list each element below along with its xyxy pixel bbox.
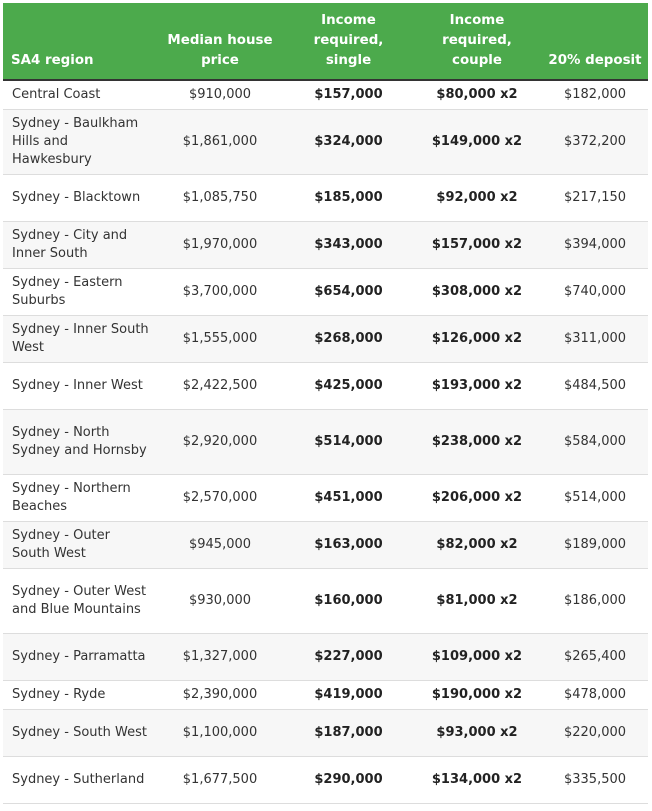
- table-row: [3, 680, 648, 709]
- cell-deposit: $335,500: [542, 756, 648, 803]
- cell-region: Sydney - Northern Beaches: [3, 474, 155, 521]
- cell-median: $2,422,500: [155, 362, 285, 409]
- cell-income-single: $324,000: [285, 109, 412, 174]
- cell-median: $2,390,000: [155, 680, 285, 709]
- cell-median: $1,861,000: [155, 109, 285, 174]
- housing-affordability-table: [3, 3, 648, 804]
- cell-median: $910,000: [155, 80, 285, 109]
- header-median-house-price: Median house price: [155, 3, 285, 80]
- cell-median: $2,570,000: [155, 474, 285, 521]
- table-header: [3, 3, 648, 80]
- cell-deposit: $311,000: [542, 315, 648, 362]
- cell-region: Sydney - City and Inner South: [3, 221, 155, 268]
- cell-income-single: $343,000: [285, 221, 412, 268]
- table-row: [3, 568, 648, 633]
- cell-region: Sydney - Blacktown: [3, 174, 155, 221]
- cell-deposit: $217,150: [542, 174, 648, 221]
- cell-income-couple: $92,000 x2: [412, 174, 542, 221]
- cell-region: Sydney - North Sydney and Hornsby: [3, 409, 155, 474]
- table-row: [3, 268, 648, 315]
- table-row: [3, 362, 648, 409]
- cell-median: $1,677,500: [155, 756, 285, 803]
- cell-median: $1,555,000: [155, 315, 285, 362]
- cell-median: $1,100,000: [155, 709, 285, 756]
- cell-median: $1,327,000: [155, 633, 285, 680]
- header-income-couple: Income required, couple: [412, 3, 542, 80]
- cell-income-couple: $80,000 x2: [412, 80, 542, 109]
- cell-income-single: $514,000: [285, 409, 412, 474]
- cell-deposit: $394,000: [542, 221, 648, 268]
- cell-income-single: $157,000: [285, 80, 412, 109]
- cell-income-couple: $82,000 x2: [412, 521, 542, 568]
- cell-deposit: $189,000: [542, 521, 648, 568]
- header-income-single: Income required, single: [285, 3, 412, 80]
- cell-region: Sydney - Sutherland: [3, 756, 155, 803]
- cell-deposit: $484,500: [542, 362, 648, 409]
- cell-income-single: $163,000: [285, 521, 412, 568]
- cell-deposit: $372,200: [542, 109, 648, 174]
- table-row: [3, 756, 648, 803]
- cell-deposit: $514,000: [542, 474, 648, 521]
- cell-median: $930,000: [155, 568, 285, 633]
- cell-deposit: $182,000: [542, 80, 648, 109]
- cell-income-single: $290,000: [285, 756, 412, 803]
- table-container: [3, 3, 648, 804]
- cell-income-couple: $126,000 x2: [412, 315, 542, 362]
- cell-deposit: $478,000: [542, 680, 648, 709]
- cell-deposit: $740,000: [542, 268, 648, 315]
- table-row: [3, 174, 648, 221]
- cell-region: Sydney - Inner South West: [3, 315, 155, 362]
- cell-income-single: $268,000: [285, 315, 412, 362]
- cell-income-couple: $193,000 x2: [412, 362, 542, 409]
- cell-region: Sydney - Baulkham Hills and Hawkesbury: [3, 109, 155, 174]
- cell-income-couple: $206,000 x2: [412, 474, 542, 521]
- table-row: [3, 474, 648, 521]
- table-row: [3, 221, 648, 268]
- cell-region: Sydney - Ryde: [3, 680, 155, 709]
- cell-income-single: $187,000: [285, 709, 412, 756]
- cell-median: $3,700,000: [155, 268, 285, 315]
- cell-region: Sydney - Inner West: [3, 362, 155, 409]
- cell-region: Sydney - South West: [3, 709, 155, 756]
- cell-income-couple: $308,000 x2: [412, 268, 542, 315]
- cell-income-single: $185,000: [285, 174, 412, 221]
- cell-income-single: $419,000: [285, 680, 412, 709]
- table-row: [3, 315, 648, 362]
- cell-income-single: $227,000: [285, 633, 412, 680]
- header-row: [3, 3, 648, 80]
- table-row: [3, 80, 648, 109]
- cell-income-couple: $149,000 x2: [412, 109, 542, 174]
- cell-income-couple: $134,000 x2: [412, 756, 542, 803]
- cell-region: Sydney - Outer South West: [3, 521, 155, 568]
- table-row: [3, 633, 648, 680]
- cell-income-couple: $157,000 x2: [412, 221, 542, 268]
- header-deposit: 20% deposit: [542, 3, 648, 80]
- cell-income-single: $160,000: [285, 568, 412, 633]
- cell-region: Sydney - Parramatta: [3, 633, 155, 680]
- cell-income-couple: $81,000 x2: [412, 568, 542, 633]
- table-body: [3, 80, 648, 803]
- cell-median: $2,920,000: [155, 409, 285, 474]
- header-sa4-region: SA4 region: [3, 3, 155, 80]
- cell-region: Central Coast: [3, 80, 155, 109]
- cell-income-single: $654,000: [285, 268, 412, 315]
- cell-deposit: $220,000: [542, 709, 648, 756]
- table-row: [3, 709, 648, 756]
- cell-deposit: $265,400: [542, 633, 648, 680]
- cell-deposit: $584,000: [542, 409, 648, 474]
- cell-income-couple: $109,000 x2: [412, 633, 542, 680]
- cell-income-couple: $190,000 x2: [412, 680, 542, 709]
- table-row: [3, 109, 648, 174]
- cell-median: $1,970,000: [155, 221, 285, 268]
- cell-median: $945,000: [155, 521, 285, 568]
- cell-income-single: $425,000: [285, 362, 412, 409]
- cell-region: Sydney - Eastern Suburbs: [3, 268, 155, 315]
- cell-income-couple: $238,000 x2: [412, 409, 542, 474]
- cell-income-couple: $93,000 x2: [412, 709, 542, 756]
- cell-median: $1,085,750: [155, 174, 285, 221]
- cell-income-single: $451,000: [285, 474, 412, 521]
- cell-deposit: $186,000: [542, 568, 648, 633]
- table-row: [3, 409, 648, 474]
- table-row: [3, 521, 648, 568]
- cell-region: Sydney - Outer West and Blue Mountains: [3, 568, 155, 633]
